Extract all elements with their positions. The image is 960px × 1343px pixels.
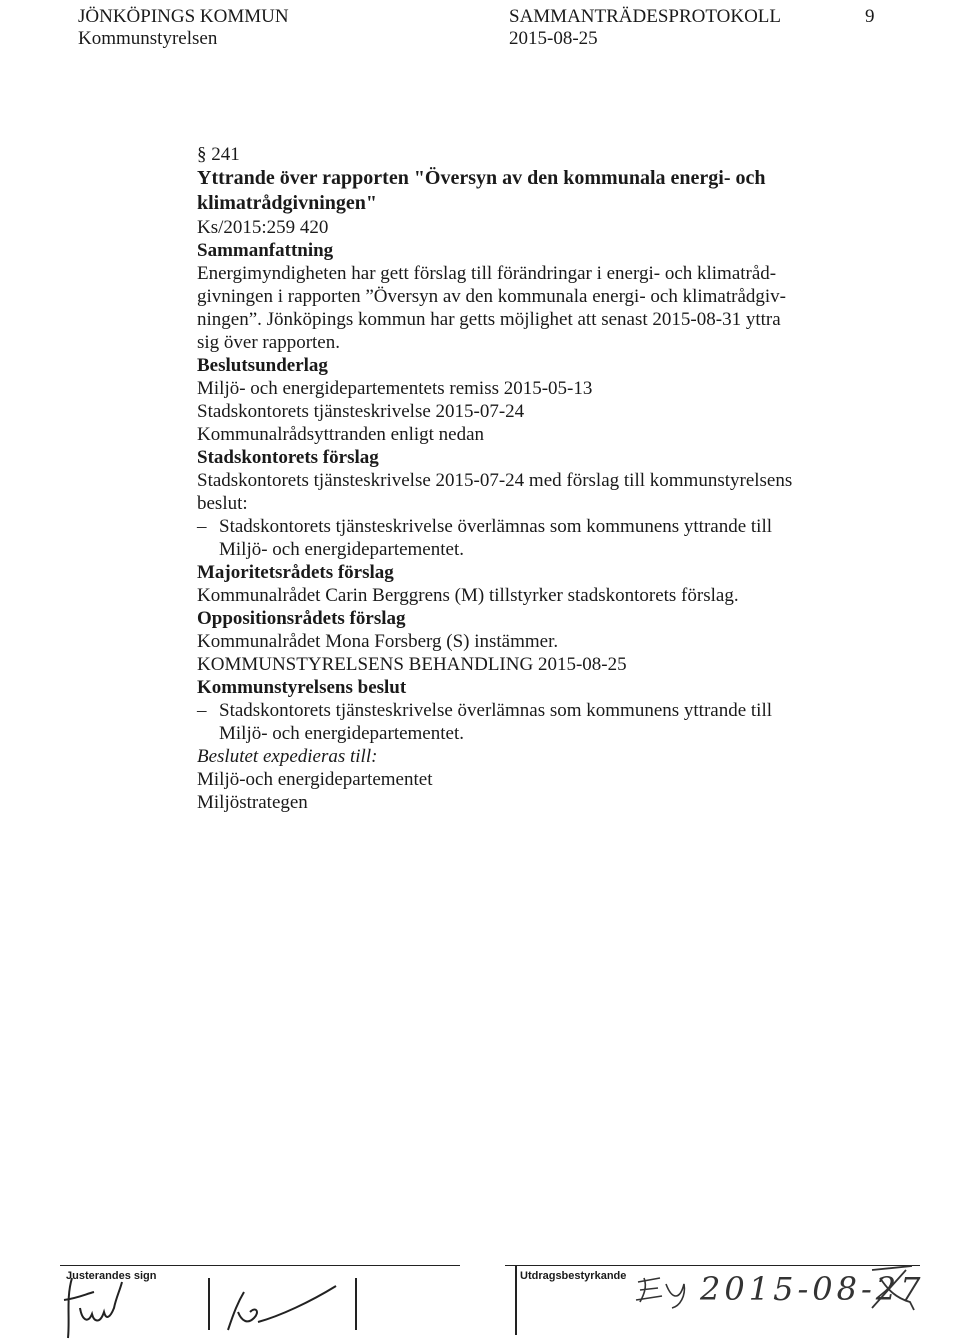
header-unit: Kommunstyrelsen	[78, 28, 218, 49]
adjusters-sign-label: Justerandes sign	[66, 1270, 157, 1282]
proposal-line: Stadskontorets tjänsteskrivelse 2015-07-24 med förslag till kommunstyrelsens	[197, 470, 793, 491]
majority-proposal-section	[197, 561, 897, 607]
item-title-line2: klimatrådgivningen"	[197, 192, 378, 214]
summary-section	[197, 239, 897, 354]
distribution-item: Miljö-och energidepartementet	[197, 769, 433, 790]
bullet-line: Stadskontorets tjänsteskrivelse överlämnas som kommunens yttrande till	[219, 700, 773, 721]
decision-bullet	[197, 699, 897, 745]
signature-divider	[515, 1265, 517, 1335]
proposal-bullet	[197, 515, 897, 561]
signature-divider	[208, 1278, 210, 1330]
distribution-heading: Beslutet expedieras till:	[197, 746, 378, 767]
adjuster-signature-1	[58, 1268, 128, 1340]
city-office-proposal-heading: Stadskontorets förslag	[197, 447, 379, 468]
certifier-sign-rule	[505, 1265, 920, 1266]
majority-proposal-text: Kommunalrådet Carin Berggrens (M) tillstyrker stadskontorets förslag.	[197, 585, 739, 606]
basis-section	[197, 354, 897, 446]
case-number: Ks/2015:259 420	[197, 217, 329, 238]
adjusters-sign-rule	[60, 1265, 460, 1266]
basis-item: Miljö- och energidepartementets remiss 2015-05-13	[197, 378, 593, 399]
decision-heading: Kommunstyrelsens beslut	[197, 677, 407, 698]
majority-proposal-heading: Majoritetsrådets förslag	[197, 562, 394, 583]
header-date: 2015-08-25	[509, 28, 598, 49]
summary-line: Energimyndigheten har gett förslag till förändringar i energi- och klimatråd-	[197, 263, 777, 284]
opposition-proposal-text: Kommunalrådet Mona Forsberg (S) instämmer.	[197, 631, 559, 652]
certifier-initials	[866, 1264, 918, 1312]
certifier-signature	[632, 1270, 692, 1310]
distribution-section	[197, 745, 897, 814]
bullet-line: Miljö- och energidepartementet.	[219, 723, 464, 744]
header-doc-type: SAMMANTRÄDESPROTOKOLL	[509, 6, 782, 27]
handling-section	[197, 653, 897, 745]
summary-line: givningen i rapporten ”Översyn av den kommunala energi- och klimatrådgiv-	[197, 286, 786, 307]
summary-heading: Sammanfattning	[197, 240, 334, 261]
protocol-body	[197, 143, 897, 814]
summary-line: sig över rapporten.	[197, 332, 340, 353]
bullet-line: Miljö- och energidepartementet.	[219, 539, 464, 560]
summary-line: ningen”. Jönköpings kommun har getts möjlighet att senast 2015-08-31 yttra	[197, 309, 781, 330]
opposition-proposal-section	[197, 607, 897, 653]
item-title-line1: Yttrande över rapporten "Översyn av den kommunala energi- och	[197, 167, 766, 189]
bullet-line: Stadskontorets tjänsteskrivelse överlämnas som kommunens yttrande till	[219, 516, 773, 537]
paragraph-number: § 241	[197, 144, 240, 165]
header-page-number: 9	[865, 6, 875, 27]
distribution-item: Miljöstrategen	[197, 792, 308, 813]
city-office-proposal-section	[197, 446, 897, 561]
header-org: JÖNKÖPINGS KOMMUN	[78, 6, 289, 27]
dash-marker: –	[197, 516, 207, 537]
dash-marker: –	[197, 700, 207, 721]
signature-divider	[355, 1278, 357, 1330]
certifier-label: Utdragsbestyrkande	[520, 1270, 627, 1282]
proposal-line: beslut:	[197, 493, 248, 514]
basis-heading: Beslutsunderlag	[197, 355, 328, 376]
certifier-handwritten-date: 2015-08-27	[700, 1270, 925, 1308]
basis-item: Stadskontorets tjänsteskrivelse 2015-07-24	[197, 401, 525, 422]
opposition-proposal-heading: Oppositionsrådets förslag	[197, 608, 406, 629]
adjuster-signature-2	[220, 1282, 340, 1332]
handling-line: KOMMUNSTYRELSENS BEHANDLING 2015-08-25	[197, 654, 627, 675]
basis-item: Kommunalrådsyttranden enligt nedan	[197, 424, 485, 445]
